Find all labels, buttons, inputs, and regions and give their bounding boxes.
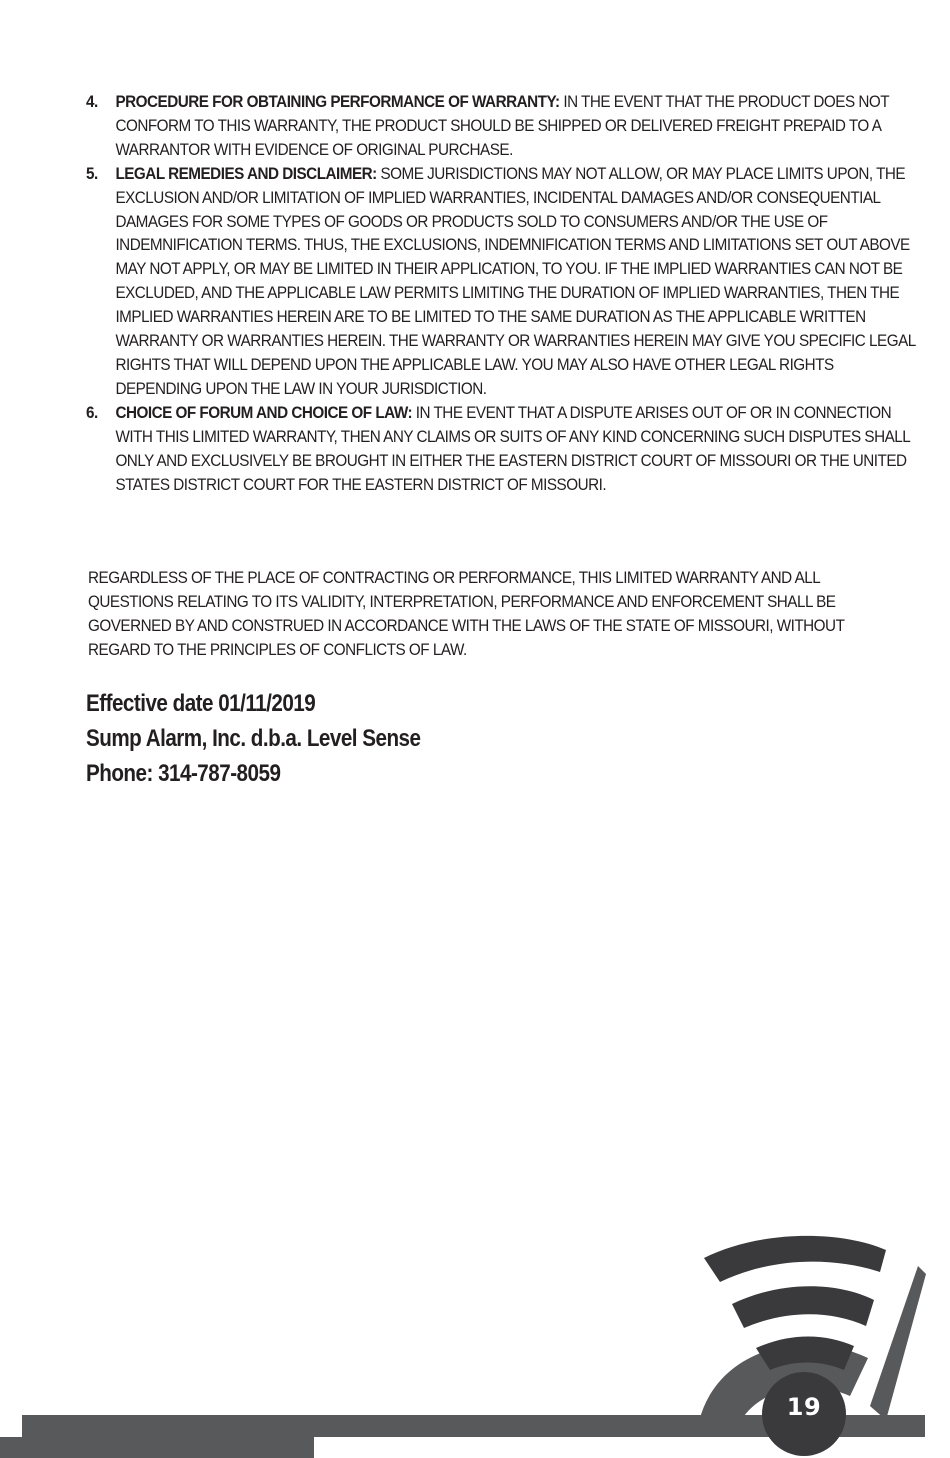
warranty-clauses — [86, 90, 916, 496]
clause-number: 6. — [86, 402, 98, 422]
clause-number: 5. — [86, 163, 98, 183]
clause-title: CHOICE OF FORUM AND CHOICE OF LAW: — [115, 402, 413, 422]
company-name: Sump Alarm, Inc. d.b.a. Level Sense — [86, 725, 421, 752]
warranty-clause — [86, 162, 916, 401]
level-sense-signal-icon — [690, 1228, 926, 1458]
phone-number: Phone: 314-787-8059 — [86, 760, 281, 787]
footer-bar-left — [0, 1437, 314, 1458]
clause-text: SOME JURISDICTIONS MAY NOT ALLOW, OR MAY PLACE LIMITS UPON, THE EXCLUSION AND/OR LIMITATION OF IMPLIED WARRANTIES, INCIDENTAL DAMAGES AND/OR CONSEQUENTIAL DAMAGES FOR SOME TYPES OF GOODS OR PRODUCTS SOLD TO CONSUMERS AND/OR THE USE OF INDEMNIFICATION TERMS. THUS, THE EXCLUSIONS, INDEMNIFICATION TERMS AND LIMITATIONS SET OUT ABOVE MAY NOT APPLY, OR MAY BE LIMITED IN THEIR APPLICATION, TO YOU. IF THE IMPLIED WARRANTIES CAN NOT BE EXCLUDED, AND THE APPLICABLE LAW PERMITS LIMITING THE DURATION OF IMPLIED WARRANTIES, THEN THE IMPLIED WARRANTIES HEREIN ARE TO BE LIMITED TO THE SAME DURATION AS THE APPLICABLE WRITTEN WARRANTY OR WARRANTIES HEREIN. THE WARRANTY OR WARRANTIES HEREIN MAY GIVE YOU SPECIFIC LEGAL RIGHTS THAT WILL DEPEND UPON THE APPLICABLE LAW. YOU MAY ALSO HAVE OTHER LEGAL RIGHTS DEPENDING UPON THE LAW IN YOUR JURISDICTION. — [115, 163, 916, 398]
clause-number: 4. — [86, 92, 98, 111]
clause-title: LEGAL REMEDIES AND DISCLAIMER: — [115, 163, 377, 183]
clause-title: PROCEDURE FOR OBTAINING PERFORMANCE OF WARRANTY: — [115, 92, 560, 111]
governing-law-paragraph: REGARDLESS OF THE PLACE OF CONTRACTING OR PERFORMANCE, THIS LIMITED WARRANTY AND ALL QUESTIONS RELATING TO ITS VALIDITY, INTERPRETATION, PERFORMANCE AND ENFORCEMENT SHALL BE GOVERNED BY AND CONSTRUED IN ACCORDANCE WITH THE LAWS OF THE STATE OF MISSOURI, WITHOUT REGARD TO THE PRINCIPLES OF CONFLICTS OF LAW. — [88, 568, 845, 659]
warranty-clause — [86, 90, 916, 162]
company-info — [86, 686, 420, 791]
clause-text: IN THE EVENT THAT A DISPUTE ARISES OUT OF OR IN CONNECTION WITH THIS LIMITED WARRANTY, THEN ANY CLAIMS OR SUITS OF ANY KIND CONCERNING SUCH DISPUTES SHALL ONLY AND EXCLUSIVELY BE BROUGHT IN EITHER THE EASTERN DISTRICT COURT OF MISSOURI OR THE UNITED STATES DISTRICT COURT FOR THE EASTERN DISTRICT OF MISSOURI. — [115, 402, 910, 494]
clause-text: IN THE EVENT THAT THE PRODUCT DOES NOT CONFORM TO THIS WARRANTY, THE PRODUCT SHOULD BE SHIPPED OR DELIVERED FREIGHT PREPAID TO A WARRANTOR WITH EVIDENCE OF ORIGINAL PURCHASE. — [115, 92, 889, 159]
effective-date: Effective date 01/11/2019 — [86, 690, 316, 717]
warranty-clause — [86, 401, 916, 497]
page-number: 19 — [786, 1393, 822, 1421]
